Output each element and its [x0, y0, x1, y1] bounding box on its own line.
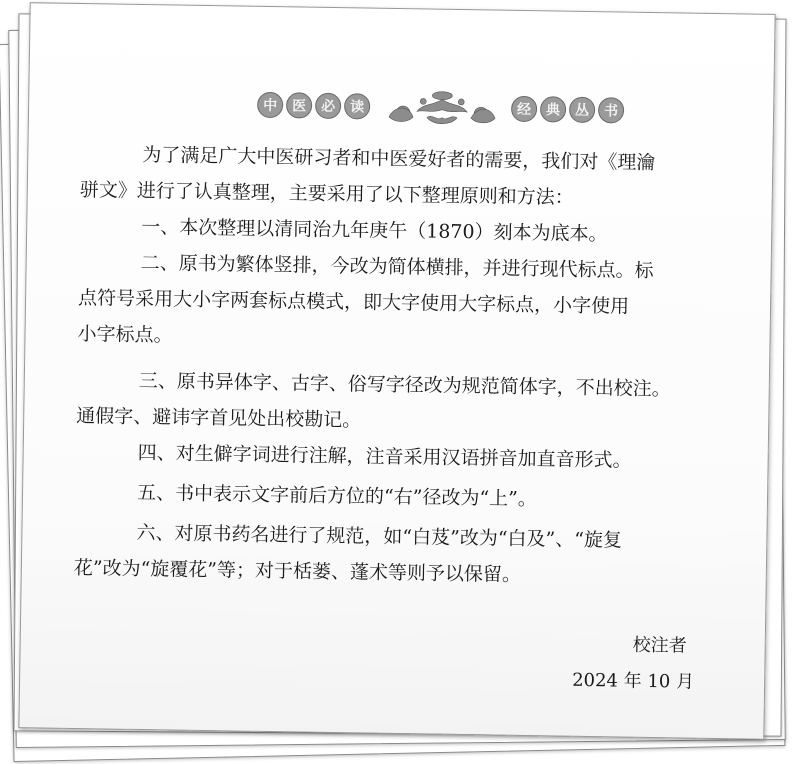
series-seal-char: 中 [257, 92, 283, 118]
body-line: 三、原书异体字、古字、俗写字径改为规范简体字，不出校注。 [100, 369, 671, 401]
body-line: 通假字、避讳字首见处出校勘记。 [76, 404, 362, 432]
series-seal-char: 医 [286, 92, 312, 118]
body-line: 四、对生僻字词进行注解，注音采用汉语拼音加直音形式。 [99, 441, 632, 472]
body-line: 二、原书为繁体竖排，今改为简体横排，并进行现代标点。标 [102, 251, 654, 283]
body-line: 为了满足广大中医研习者和中医爱好者的需要，我们对《理瀹 [104, 143, 656, 175]
document-page [18, 2, 775, 740]
body-line: 花”改为“旋覆花”等；对于栝蒌、蓬术等则予以保留。 [73, 556, 522, 586]
body-line: 小字标点。 [77, 322, 173, 347]
series-seal-char: 经 [511, 96, 537, 122]
series-seal-char: 典 [540, 96, 566, 122]
series-seal-char: 书 [598, 97, 624, 123]
decorative-ornament-icon [383, 87, 502, 129]
signature-author: 校注者 [632, 634, 687, 657]
series-header [257, 83, 658, 133]
series-seal-char: 必 [315, 93, 341, 119]
body-line: 骈文》进行了认真整理，主要采用了以下整理原则和方法： [79, 178, 574, 209]
signature-date: 2024 年 10 月 [571, 669, 695, 693]
series-seal-char: 丛 [569, 97, 595, 123]
body-line: 六、对原书药名进行了规范，如“白芨”改为“白及”、“旋复 [98, 521, 623, 552]
series-seal-char: 读 [344, 93, 370, 119]
body-line: 五、书中表示文字前后方位的“右”径改为“上”。 [98, 481, 538, 511]
body-line: 一、本次整理以清同治九年庚午（1870）刻本为底本。 [103, 215, 608, 246]
body-line: 点符号采用大小字两套标点模式，即大字使用大字标点，小字使用 [77, 286, 630, 318]
